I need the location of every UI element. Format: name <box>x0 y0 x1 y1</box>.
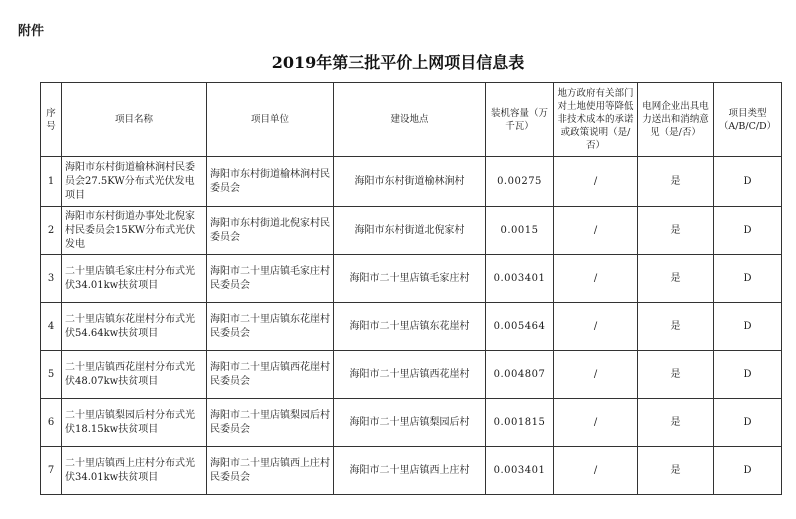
cell-location: 海阳市东村街道榆林涧村 <box>334 157 486 207</box>
cell-project-type: D <box>714 303 782 351</box>
cell-project-unit: 海阳市二十里店镇西花崖村民委员会 <box>207 351 334 399</box>
table-row <box>41 303 782 351</box>
cell-index: 7 <box>41 447 62 495</box>
cell-index: 1 <box>41 157 62 207</box>
cell-project-type: D <box>714 255 782 303</box>
cell-project-unit: 海阳市二十里店镇梨园后村民委员会 <box>207 399 334 447</box>
cell-grid-opinion: 是 <box>638 399 714 447</box>
table-row <box>41 351 782 399</box>
cell-government-commitment: / <box>554 447 638 495</box>
cell-project-unit: 海阳市二十里店镇毛家庄村民委员会 <box>207 255 334 303</box>
cell-index: 5 <box>41 351 62 399</box>
cell-project-type: D <box>714 207 782 255</box>
cell-capacity: 0.003401 <box>486 255 554 303</box>
cell-index: 3 <box>41 255 62 303</box>
cell-location: 海阳市二十里店镇梨园后村 <box>334 399 486 447</box>
page-title: 2019年第三批平价上网项目信息表 <box>271 53 525 72</box>
cell-index: 6 <box>41 399 62 447</box>
cell-location: 海阳市二十里店镇西上庄村 <box>334 447 486 495</box>
table-header-row <box>41 83 782 157</box>
cell-government-commitment: / <box>554 351 638 399</box>
col-header-grid-opinion: 电网企业出具电力送出和消纳意见（是/否） <box>638 83 714 157</box>
cell-government-commitment: / <box>554 207 638 255</box>
cell-government-commitment: / <box>554 399 638 447</box>
cell-project-unit: 海阳市东村街道榆林涧村民委员会 <box>207 157 334 207</box>
cell-capacity: 0.0015 <box>486 207 554 255</box>
cell-project-name: 二十里店镇西花崖村分布式光伏48.07kw扶贫项目 <box>62 351 207 399</box>
cell-project-name: 二十里店镇毛家庄村分布式光伏34.01kw扶贫项目 <box>62 255 207 303</box>
cell-project-unit: 海阳市二十里店镇西上庄村民委员会 <box>207 447 334 495</box>
cell-project-type: D <box>714 351 782 399</box>
col-header-project-unit: 项目单位 <box>207 83 334 157</box>
cell-location: 海阳市东村街道北倪家村 <box>334 207 486 255</box>
cell-index: 4 <box>41 303 62 351</box>
cell-capacity: 0.003401 <box>486 447 554 495</box>
cell-project-type: D <box>714 157 782 207</box>
cell-grid-opinion: 是 <box>638 207 714 255</box>
cell-grid-opinion: 是 <box>638 157 714 207</box>
cell-location: 海阳市二十里店镇毛家庄村 <box>334 255 486 303</box>
col-header-government-commitment: 地方政府有关部门对土地使用等降低非技术成本的承诺或政策说明（是/否） <box>554 83 638 157</box>
table-row <box>41 255 782 303</box>
table-row <box>41 399 782 447</box>
attachment-label: 附件 <box>18 24 45 39</box>
cell-grid-opinion: 是 <box>638 351 714 399</box>
cell-government-commitment: / <box>554 157 638 207</box>
col-header-index: 序号 <box>41 83 62 157</box>
cell-project-unit: 海阳市东村街道北倪家村民委员会 <box>207 207 334 255</box>
cell-project-name: 二十里店镇西上庄村分布式光伏34.01kw扶贫项目 <box>62 447 207 495</box>
project-info-table <box>40 82 782 495</box>
table-row <box>41 207 782 255</box>
cell-government-commitment: / <box>554 255 638 303</box>
cell-project-name: 二十里店镇东花崖村分布式光伏54.64kw扶贫项目 <box>62 303 207 351</box>
cell-project-name: 二十里店镇梨园后村分布式光伏18.15kw扶贫项目 <box>62 399 207 447</box>
cell-capacity: 0.004807 <box>486 351 554 399</box>
cell-index: 2 <box>41 207 62 255</box>
cell-capacity: 0.00275 <box>486 157 554 207</box>
table-row <box>41 447 782 495</box>
cell-grid-opinion: 是 <box>638 255 714 303</box>
cell-project-unit: 海阳市二十里店镇东花崖村民委员会 <box>207 303 334 351</box>
cell-project-type: D <box>714 399 782 447</box>
cell-location: 海阳市二十里店镇东花崖村 <box>334 303 486 351</box>
col-header-project-type: 项目类型（A/B/C/D） <box>714 83 782 157</box>
cell-project-name: 海阳市东村街道榆林涧村民委员会27.5KW分布式光伏发电项目 <box>62 157 207 207</box>
cell-grid-opinion: 是 <box>638 447 714 495</box>
cell-capacity: 0.005464 <box>486 303 554 351</box>
cell-grid-opinion: 是 <box>638 303 714 351</box>
cell-project-name: 海阳市东村街道办事处北倪家村民委员会15KW分布式光伏发电 <box>62 207 207 255</box>
cell-government-commitment: / <box>554 303 638 351</box>
col-header-capacity: 装机容量（万千瓦） <box>486 83 554 157</box>
cell-capacity: 0.001815 <box>486 399 554 447</box>
cell-project-type: D <box>714 447 782 495</box>
table-row <box>41 157 782 207</box>
col-header-location: 建设地点 <box>334 83 486 157</box>
cell-location: 海阳市二十里店镇西花崖村 <box>334 351 486 399</box>
col-header-project-name: 项目名称 <box>62 83 207 157</box>
